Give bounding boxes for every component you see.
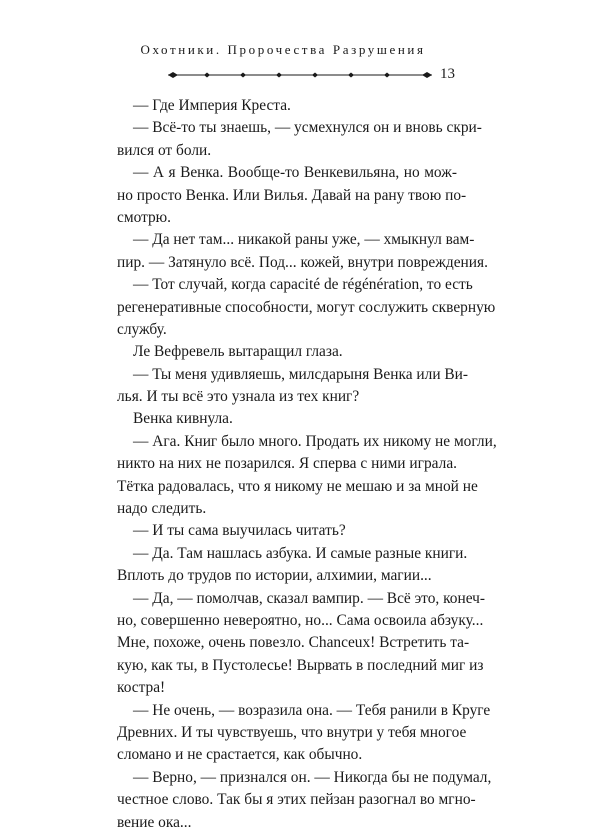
text-line: — Тот случай, когда capacité de régénération, то есть bbox=[133, 276, 473, 294]
text-line: вение ока... bbox=[117, 813, 192, 831]
header-ornament bbox=[168, 70, 432, 80]
text-line: — Где Империя Креста. bbox=[133, 97, 291, 114]
page-number: 13 bbox=[440, 66, 455, 82]
text-line: службу. bbox=[117, 320, 167, 338]
text-line: — Да нет там... никакой раны уже, — хмыкнул вам- bbox=[133, 231, 475, 249]
text-line: — Всё-то ты знаешь, — усмехнулся он и вновь скри- bbox=[133, 119, 482, 137]
text-line: Венка кивнула. bbox=[133, 410, 233, 428]
text-line: Вплоть до трудов по истории, алхимии, магии... bbox=[117, 567, 432, 585]
text-line: Древних. И ты чувствуешь, что внутри у тебя многое bbox=[117, 723, 467, 741]
text-line: костра! bbox=[117, 679, 166, 697]
text-line: никто на них не позарился. Я сперва с ними играла. bbox=[117, 455, 457, 473]
running-title: Охотники. Пророчества Разрушения bbox=[140, 42, 426, 57]
text-line: кую, как ты, в Пустолесье! Вырвать в последний миг из bbox=[117, 656, 484, 674]
text-line: надо следить. bbox=[117, 500, 207, 518]
text-line: но просто Венка. Или Вилья. Давай на рану твою по- bbox=[117, 186, 467, 204]
text-line: — Да. Там нашлась азбука. И самые разные книги. bbox=[133, 544, 468, 562]
text-line: но, совершенно невероятно, но... Сама освоила абзуку... bbox=[117, 611, 484, 629]
text-line: вился от боли. bbox=[117, 141, 212, 159]
text-line: лья. И ты всё это узнала из тех книг? bbox=[117, 388, 360, 406]
text-line: Ле Вефревель вытаращил глаза. bbox=[133, 343, 343, 361]
text-line: пир. — Затянуло всё. Под... кожей, внутри повреждения. bbox=[117, 253, 488, 271]
text-line: — Не очень, — возразила она. — Тебя ранили в Круге bbox=[133, 701, 491, 719]
text-line: Мне, похоже, очень повезло. Chanceux! Встретить та- bbox=[117, 634, 470, 652]
text-line: честное слово. Так бы я этих пейзан разогнал во мгно- bbox=[117, 791, 476, 809]
text-line: — Верно, — признался он. — Никогда бы не подумал, bbox=[133, 768, 492, 786]
text-line: — И ты сама выучилась читать? bbox=[133, 522, 346, 540]
text-line: — Ты меня удивляешь, милсдарыня Венка или Ви- bbox=[133, 365, 469, 383]
text-line: регенеративные способности, могут сослужить скверную bbox=[117, 298, 496, 316]
text-line: — Ага. Книг было много. Продать их никому не могли, bbox=[133, 432, 497, 450]
text-line: сломано и не срастается, как обычно. bbox=[117, 746, 363, 764]
text-line: — Да, — помолчав, сказал вампир. — Всё это, конеч- bbox=[133, 589, 486, 607]
text-line: смотрю. bbox=[117, 208, 172, 226]
text-line: — А я Венка. Вообще-то Венкевильяна, но мож- bbox=[133, 164, 457, 182]
text-line: Тётка радовалась, что я никому не мешаю и за мной не bbox=[117, 477, 478, 495]
body-text bbox=[117, 95, 497, 834]
